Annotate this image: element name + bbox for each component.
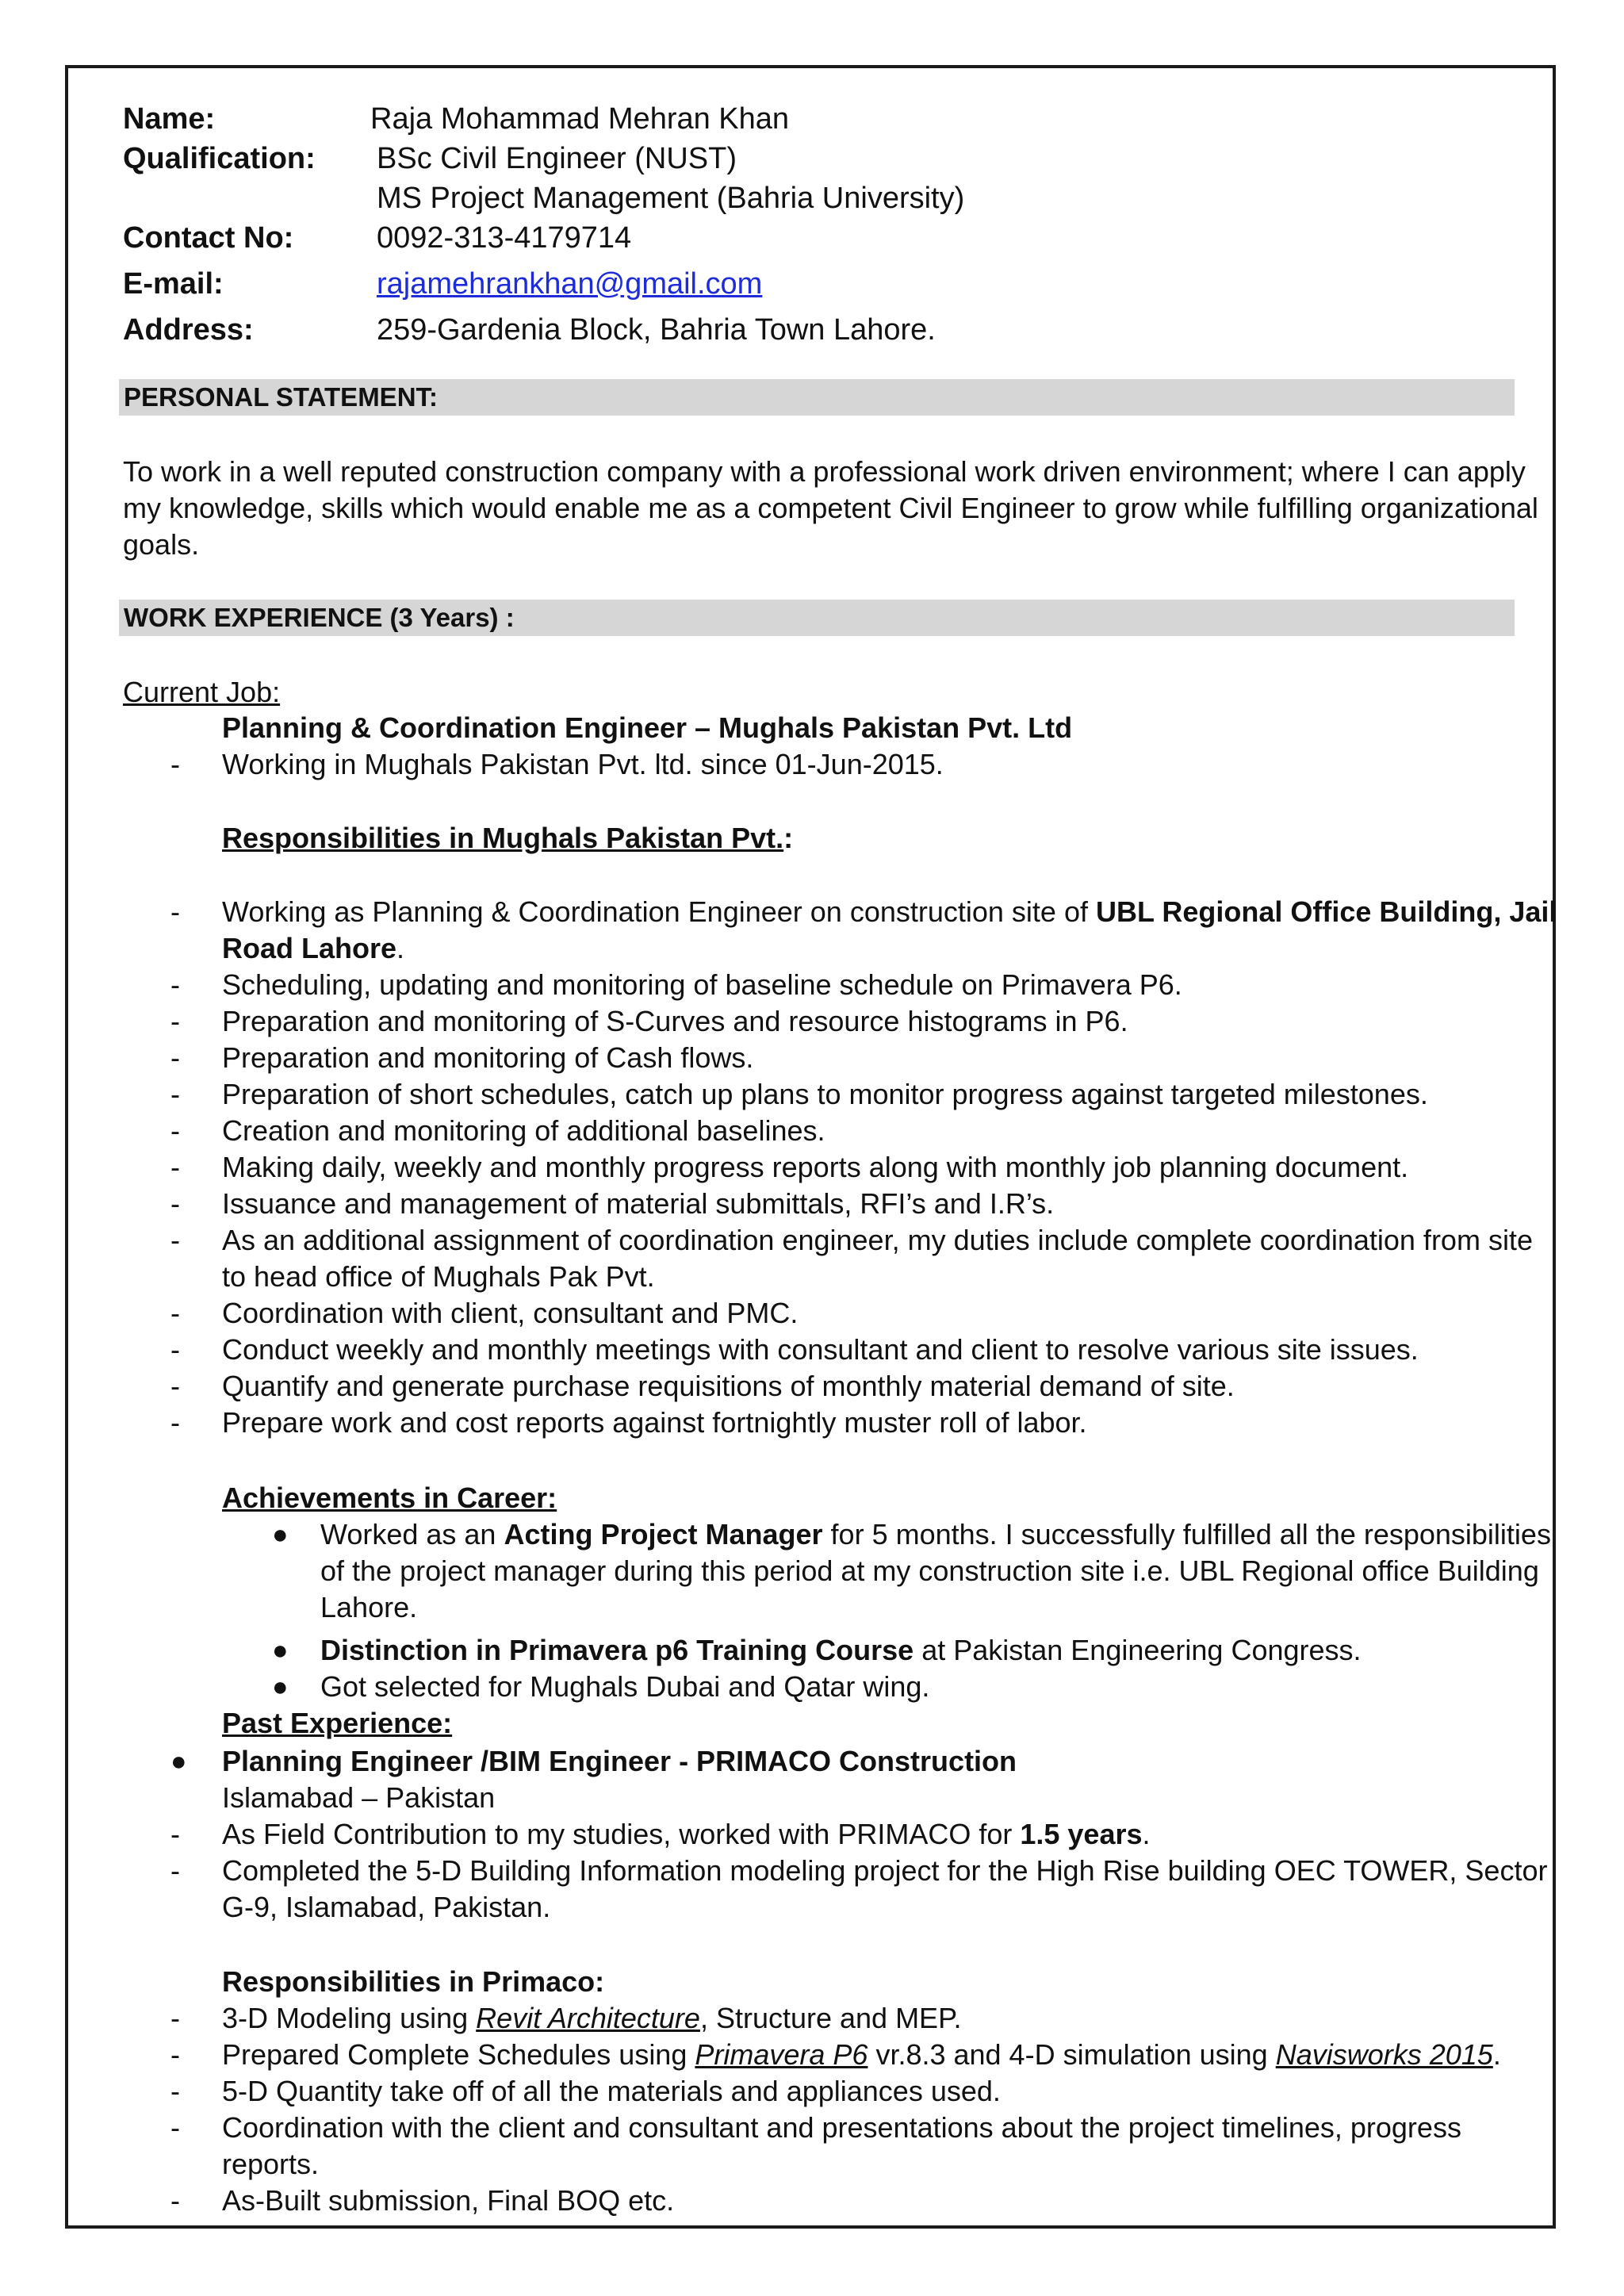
resp-1-d: . [396, 932, 405, 964]
resp-1-b: UBL Regional Office Building, Jail [1095, 895, 1557, 928]
achievements-heading: Achievements in Career: [222, 1481, 557, 1514]
primaco-resp-4-line-2: reports. [222, 2148, 320, 2180]
personal-statement-heading: PERSONAL STATEMENT: [119, 379, 1515, 416]
dash: - [170, 1333, 180, 1366]
dash: - [170, 1406, 180, 1439]
resp-2: Scheduling, updating and monitoring of baseline schedule on Primavera P6. [222, 968, 1182, 1001]
ach-1-a: Worked as an [320, 1518, 504, 1550]
work-experience-heading: WORK EXPERIENCE (3 Years) : [119, 600, 1515, 636]
email-link[interactable]: rajamehrankhan@gmail.com [377, 267, 763, 301]
dash: - [170, 1078, 180, 1110]
achievement-3: Got selected for Mughals Dubai and Qatar wing. [320, 1670, 930, 1703]
resp-11: Conduct weekly and monthly meetings with consultant and client to resolve various site issues. [222, 1333, 1419, 1366]
address-value: 259-Gardenia Block, Bahria Town Lahore. [377, 313, 936, 347]
resp-10: Coordination with client, consultant and PMC. [222, 1297, 799, 1329]
pr-1-c: , Structure and MEP. [699, 2002, 962, 2034]
pr-2-c: vr.8.3 and 4-D simulation using [868, 2038, 1276, 2071]
statement-line-3: goals. [123, 528, 200, 561]
resp-6: Creation and monitoring of additional baselines. [222, 1114, 825, 1147]
mughals-responsibilities-heading [222, 820, 793, 857]
resp-5: Preparation of short schedules, catch up plans to monitor progress against targeted milestones. [222, 1078, 1428, 1110]
pr-1-a: 3-D Modeling using [222, 2002, 477, 2034]
primaco-resp-1 [222, 2000, 961, 2037]
past-2-line-1: Completed the 5-D Building Information modeling project for the High Rise building OEC TOWER, Sector [222, 1854, 1548, 1887]
qualification-label: Qualification: [123, 142, 316, 175]
dash: - [170, 1297, 180, 1329]
resp-9-line-2: to head office of Mughals Pak Pvt. [222, 1260, 655, 1293]
bullet-icon: ● [272, 1520, 289, 1550]
primaco-resp-3: 5-D Quantity take off of all the materials and appliances used. [222, 2075, 1001, 2107]
ach-1-b: Acting Project Manager [504, 1518, 823, 1550]
achievement-1-line-1 [320, 1516, 1551, 1553]
past-2-line-2: G-9, Islamabad, Pakistan. [222, 1891, 551, 1923]
dash: - [170, 1187, 180, 1220]
past-1-a: As Field Contribution to my studies, worked with PRIMACO for [222, 1818, 1021, 1850]
primaco-resp-2 [222, 2037, 1501, 2073]
mughals-heading-colon: : [783, 822, 794, 854]
dash: - [170, 1224, 180, 1256]
qualification-2: MS Project Management (Bahria University) [377, 182, 965, 215]
resp-3: Preparation and monitoring of S-Curves and resource histograms in P6. [222, 1005, 1128, 1037]
bullet-icon: ● [272, 1672, 289, 1702]
dash: - [170, 1370, 180, 1402]
dash: - [170, 1818, 180, 1850]
dash: - [170, 2075, 180, 2107]
ach-2-b: at Pakistan Engineering Congress. [914, 1634, 1362, 1666]
past-job-title: Planning Engineer /BIM Engineer - PRIMACO Construction [222, 1745, 1017, 1777]
resp-8: Issuance and management of material submittals, RFI’s and I.R’s. [222, 1187, 1055, 1220]
resp-1-line-1 [222, 894, 1557, 930]
bullet-icon: ● [170, 1746, 187, 1777]
bullet-icon: ● [272, 1635, 289, 1665]
dash: - [170, 1854, 180, 1887]
pr-1-b: Revit Architecture [476, 2002, 700, 2034]
past-job-location: Islamabad – Pakistan [222, 1781, 496, 1814]
past-1-b: 1.5 years [1020, 1818, 1143, 1850]
past-1 [222, 1816, 1151, 1853]
dash: - [170, 1151, 180, 1183]
address-label: Address: [123, 313, 254, 347]
resp-1-a: Working as Planning & Coordination Engineer on construction site of [222, 895, 1096, 928]
pr-2-a: Prepared Complete Schedules using [222, 2038, 695, 2071]
resp-1-line-2 [222, 930, 404, 967]
resp-7: Making daily, weekly and monthly progress reports along with monthly job planning document. [222, 1151, 1409, 1183]
dash: - [170, 968, 180, 1001]
dash: - [170, 2002, 180, 2034]
achievement-1-line-3: Lahore. [320, 1591, 418, 1623]
pr-2-d: Navisworks 2015 [1275, 2038, 1493, 2071]
pr-2-b: Primavera P6 [695, 2038, 868, 2071]
achievement-1-line-2: of the project manager during this period at my construction site i.e. UBL Regional office Building [320, 1554, 1539, 1587]
dash: - [170, 2038, 180, 2071]
current-job-since: Working in Mughals Pakistan Pvt. ltd. since 01-Jun-2015. [222, 748, 944, 780]
dash: - [170, 1005, 180, 1037]
qualification-1: BSc Civil Engineer (NUST) [377, 142, 737, 175]
statement-line-1: To work in a well reputed construction company with a professional work driven environment; where I can apply [123, 455, 1526, 488]
mughals-heading-text: Responsibilities in Mughals Pakistan Pvt. [222, 822, 784, 854]
dash: - [170, 1114, 180, 1147]
primaco-resp-4-line-1: Coordination with the client and consultant and presentations about the project timelines, progress [222, 2111, 1461, 2144]
name-label: Name: [123, 102, 216, 136]
ach-2-a: Distinction in Primavera p6 Training Course [320, 1634, 914, 1666]
past-experience-heading: Past Experience: [222, 1707, 453, 1739]
dash: - [170, 1041, 180, 1074]
dash: - [170, 2184, 180, 2217]
current-job-label: Current Job: [123, 676, 281, 708]
dash: - [170, 895, 180, 928]
ach-1-c: for 5 months. I successfully fulfilled all the responsibilities [822, 1518, 1551, 1550]
primaco-resp-5: As-Built submission, Final BOQ etc. [222, 2184, 675, 2217]
resp-1-c: Road Lahore [222, 932, 397, 964]
achievement-2 [320, 1632, 1362, 1669]
dash: - [170, 2111, 180, 2144]
past-1-c: . [1142, 1818, 1151, 1850]
resp-13: Prepare work and cost reports against fortnightly muster roll of labor. [222, 1406, 1087, 1439]
dash: - [170, 748, 180, 780]
statement-line-2: my knowledge, skills which would enable me as a competent Civil Engineer to grow while fulfilling organizational [123, 492, 1538, 524]
contact-label: Contact No: [123, 221, 294, 255]
resp-12: Quantify and generate purchase requisitions of monthly material demand of site. [222, 1370, 1235, 1402]
resp-9-line-1: As an additional assignment of coordination engineer, my duties include complete coordination from site [222, 1224, 1533, 1256]
contact-value: 0092-313-4179714 [377, 221, 632, 255]
current-job-title: Planning & Coordination Engineer – Mughals Pakistan Pvt. Ltd [222, 711, 1073, 744]
email-label: E-mail: [123, 267, 224, 301]
pr-2-e: . [1492, 2038, 1501, 2071]
resp-4: Preparation and monitoring of Cash flows. [222, 1041, 754, 1074]
name-value: Raja Mohammad Mehran Khan [370, 102, 790, 136]
primaco-responsibilities-heading: Responsibilities in Primaco: [222, 1965, 605, 1998]
